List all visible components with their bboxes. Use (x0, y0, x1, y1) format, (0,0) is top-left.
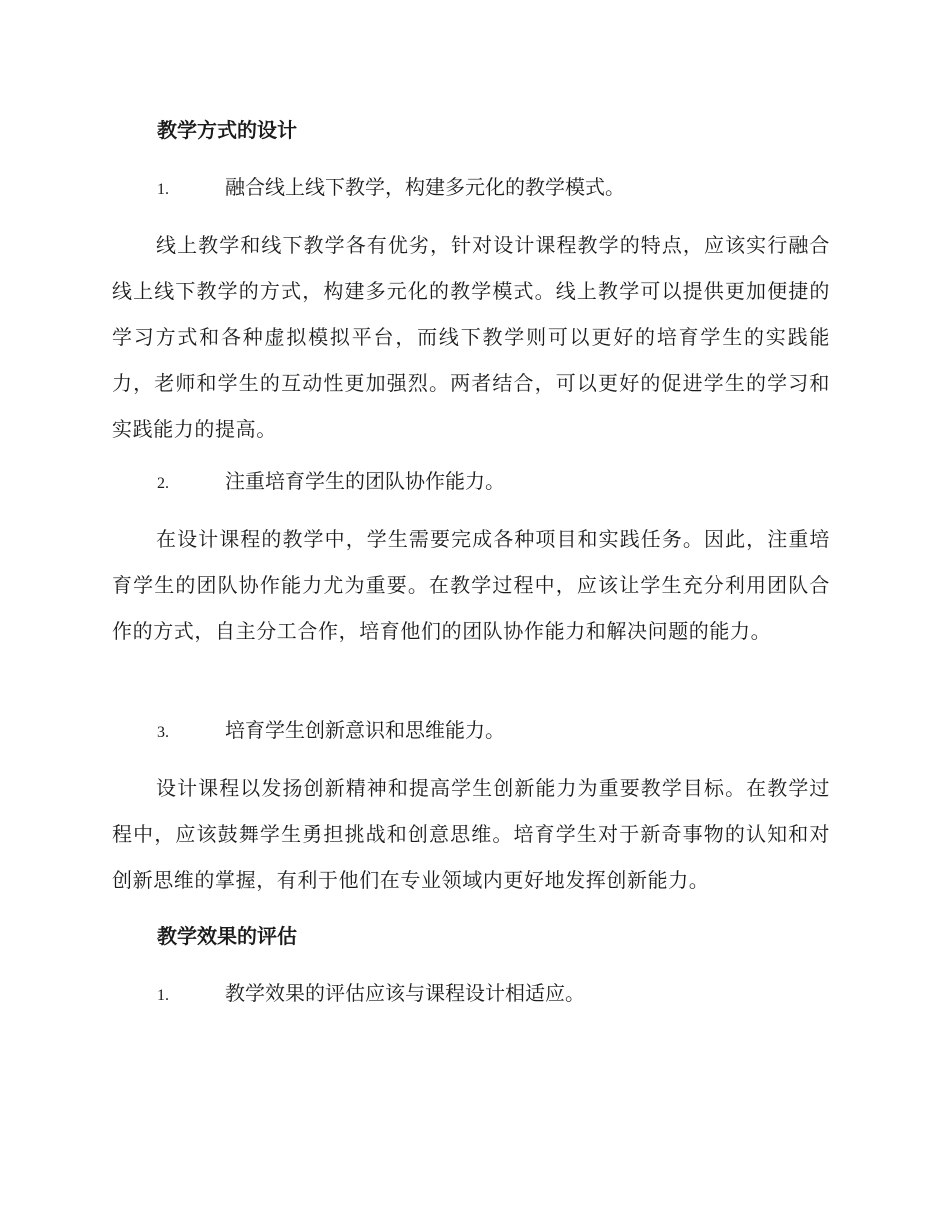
paragraph-teamwork: 在设计课程的教学中，学生需要完成各种项目和实践任务。因此，注重培育学生的团队协作能力尤为重要。在教学过程中，应该让学生充分利用团队合作的方式，自主分工合作，培育他们的团队协作能力和解决问题的能力。 (112, 527, 830, 643)
section-heading-evaluation: 教学效果的评估 (157, 924, 297, 948)
list-item-2 (157, 467, 505, 498)
list-item-3 (157, 716, 505, 747)
paragraph-innovation: 设计课程以发扬创新精神和提高学生创新能力为重要教学目标。在教学过程中，应该鼓舞学生勇担挑战和创意思维。培育学生对于新奇事物的认知和对创新思维的掌握，有利于他们在专业领域内更好地发挥创新能力。 (112, 776, 830, 892)
list-number: 1. (157, 987, 169, 1004)
list-item-title: 教学效果的评估应该与课程设计相适应。 (225, 981, 585, 1005)
list-number: 1. (157, 181, 169, 198)
list-item-evaluation-1 (157, 979, 585, 1010)
list-item-title: 融合线上线下教学，构建多元化的教学模式。 (225, 175, 625, 199)
list-number: 3. (157, 724, 169, 741)
list-number: 2. (157, 475, 169, 492)
section-heading-teaching-methods: 教学方式的设计 (157, 118, 297, 142)
list-item-title: 培育学生创新意识和思维能力。 (225, 718, 505, 742)
list-item-title: 注重培育学生的团队协作能力。 (225, 469, 505, 493)
paragraph-blended-teaching: 线上教学和线下教学各有优劣，针对设计课程教学的特点，应该实行融合线上线下教学的方式，构建多元化的教学模式。线上教学可以提供更加便捷的学习方式和各种虚拟模拟平台，而线下教学则可以更好的培育学生的实践能力，老师和学生的互动性更加强烈。两者结合，可以更好的促进学生的学习和实践能力的提高。 (112, 233, 830, 441)
list-item-1 (157, 173, 625, 204)
